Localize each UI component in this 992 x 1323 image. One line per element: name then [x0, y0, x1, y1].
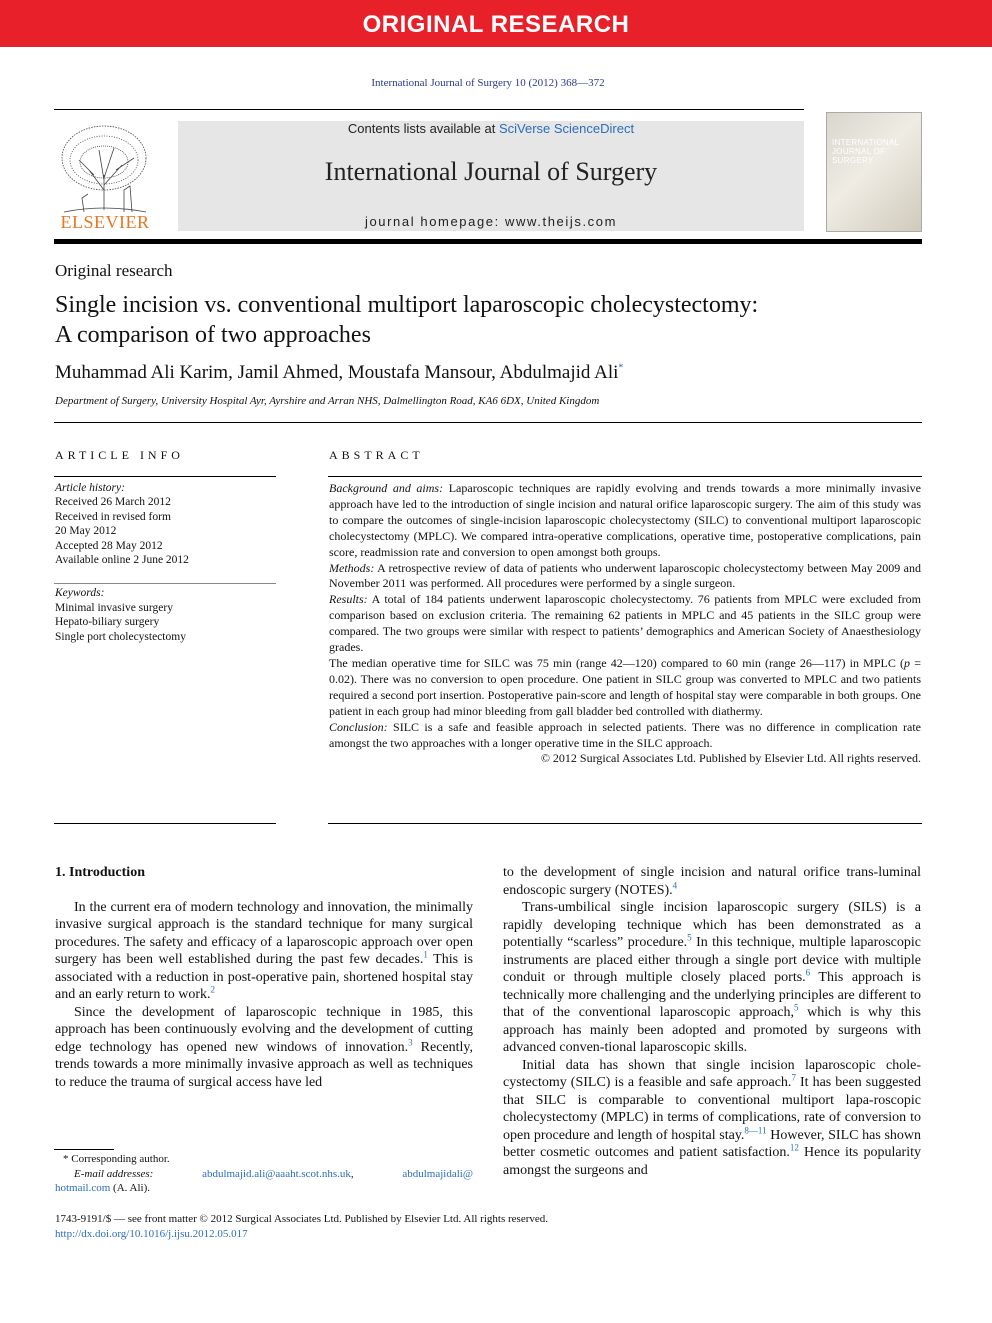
- front-matter-line: 1743-9191/$ — see front matter © 2012 Surgical Associates Ltd. Published by Elsevier Ltd. All rights reserved.: [55, 1213, 548, 1225]
- footnote-rule: [54, 1149, 114, 1150]
- history-item: 20 May 2012: [55, 525, 117, 538]
- abstract-heading: ABSTRACT: [329, 448, 424, 462]
- article-info: [55, 481, 277, 644]
- keyword: Hepato-biliary surgery: [55, 616, 160, 629]
- body-paragraph: Initial data has shown that single incision laparoscopic chole-cystectomy (SILC) is a feasible and safe approach.$^7$ It has been suggested that SILC is comparable to conventional multiport lapa-roscopic cholecystectomy (MPLC) in terms of complications, rate of conversion to open procedure and length of hospital stay.$^{8—11}$ However, SILC has shown better cosmetic outcomes and patient satisfaction.$^{12}$ Hence its popularity amongst the surgeons and: [503, 1057, 922, 1178]
- publisher-name: ELSEVIER: [60, 212, 150, 232]
- body-paragraph: to the development of single incision and natural orifice trans-luminal endoscopic surgery (NOTES).$^4$: [503, 865, 921, 898]
- author-list: [55, 362, 623, 384]
- contents-prefix: Contents lists available at: [347, 121, 499, 136]
- keyword: Minimal invasive surgery: [55, 601, 173, 614]
- journal-citation[interactable]: International Journal of Surgery 10 (2012) 368—372: [371, 77, 605, 89]
- page-footer: [55, 1212, 755, 1241]
- history-item: Received in revised form: [55, 510, 171, 523]
- email-link-1[interactable]: abdulmajid.ali@aaaht.scot.nhs.uk: [202, 1167, 351, 1180]
- reference-link[interactable]: 4: [672, 879, 678, 890]
- intro-heading: 1. Introduction: [55, 865, 145, 880]
- corresponding-author-mark[interactable]: *: [618, 362, 624, 374]
- journal-homepage[interactable]: journal homepage: www.theijs.com: [364, 214, 618, 229]
- body-column-right: [503, 864, 921, 1179]
- abstract-copyright: © 2012 Surgical Associates Ltd. Published by Elsevier Ltd. All rights reserved.: [540, 751, 921, 766]
- abstract-rule-bottom: [328, 823, 922, 824]
- title-line-1: Single incision vs. conventional multiport laparoscopic cholecystectomy:: [55, 292, 759, 318]
- doi-link[interactable]: http://dx.doi.org/10.1016/j.ijsu.2012.05.017: [55, 1227, 248, 1240]
- article-info-heading: ARTICLE INFO: [55, 448, 184, 462]
- body-column-left: [55, 864, 473, 1091]
- cover-title: INTERNATIONAL JOURNAL OF SURGERY: [832, 138, 900, 165]
- article-title: [55, 290, 925, 350]
- abstract-results: Results: A total of 184 patients underwent laparoscopic cholecystectomy. 76 patients from MPLC were excluded from comparison based on exclusion criteria. The remaining 62 patients in MPLC and 45 patients in the SILC group were compared. The two groups were similar with respect to patients’ demographics and American Society of Anaesthesiology grades.: [329, 592, 921, 655]
- info-rule-bottom: [54, 823, 276, 824]
- reference-link[interactable]: 5: [687, 932, 692, 943]
- contents-line: [178, 121, 804, 136]
- reference-link[interactable]: 8—11: [744, 1124, 767, 1135]
- sciencedirect-link[interactable]: SciVerse ScienceDirect: [498, 121, 635, 136]
- affiliation: Department of Surgery, University Hospital Ayr, Ayrshire and Arran NHS, Dalmellington Road, KA6 6DX, United Kingdom: [55, 395, 600, 407]
- authors: Muhammad Ali Karim, Jamil Ahmed, Moustafa Mansour, Abdulmajid Ali: [55, 362, 619, 383]
- header-rule-top: [54, 109, 804, 110]
- reference-link[interactable]: 1: [423, 949, 428, 960]
- footnote: [55, 1152, 473, 1196]
- body-paragraph: In the current era of modern technology and innovation, the minimally invasive surgical approach is the standard technique for many surgical procedures. The safety and efficacy of a laparoscopic approach over open surgery has been well established during the past few decades.$^1$ This is associated with a reduction in post-operative pain, shortened hospital stay and an early return to work.$^2$: [55, 899, 473, 1002]
- email-row-2: hotmail.com (A. Ali).: [55, 1182, 151, 1194]
- abstract-text: [329, 481, 921, 767]
- email-link-2-cont[interactable]: hotmail.com: [55, 1182, 111, 1194]
- abstract-methods: Methods: A retrospective review of data of patients who underwent laparoscopic cholecystectomy between May 2009 and November 2011 was performed. All procedures were performed by a single surgeon.: [329, 560, 921, 591]
- abstract-rule-top: [328, 476, 922, 477]
- journal-cover-image: [826, 112, 922, 232]
- journal-title: International Journal of Surgery: [324, 157, 658, 186]
- body-paragraph: Trans-umbilical single incision laparoscopic surgery (SILS) is a rapidly developing technique which has been demonstrated as a potentially “scarless” procedure.$^5$ In this technique, multiple laparoscopic instruments are placed either through a single port device with multiple conduit or through multiple closely placed ports.$^6$ This approach is technically more challenging and the underlying principles are different to that of the conventional laparoscopic approach,$^5$ which is why this approach has mainly been adopted and promoted by surgeons with advanced conven-tional laparoscopic skills.: [503, 900, 922, 1055]
- abstract-background: Background and aims: Laparoscopic techniques are rapidly evolving and trends towards a more minimally invasive approach have led to the introduction of single incision and natural orifice laparoscopic surgery. The aim of this study was to compare the outcomes of single-incision laparoscopic cholecystectomy (SILC) to conventional multiport laparoscopic cholecystectomy (MPLC). We compared intra-operative complications, operative time, postoperative complications, pain score, readmission rate and conversion to open amongst both groups.: [329, 481, 922, 559]
- reference-link[interactable]: 5: [793, 1002, 799, 1013]
- history-item: Accepted 28 May 2012: [55, 539, 163, 552]
- reference-link[interactable]: 3: [408, 1036, 413, 1047]
- reference-link[interactable]: 6: [805, 967, 811, 978]
- reference-link[interactable]: 2: [210, 984, 215, 995]
- email-row: E-mail addresses: abdulmajid.ali@aaaht.scot.nhs.uk, abdulmajidali@: [74, 1167, 473, 1180]
- abstract-results-2: The median operative time for SILC was 75 min (range 42—120) compared to 60 min (range 26—117) in MPLC (p = 0.02). There was no conversion to open procedure. One patient in SILC group was converted to MPLC and two patients required a second port insertion. Postoperative pain-score and length of hospital stay were comparable in both groups. One patient in each group had minor bleeding from gall bladder bed controlled with diathermy.: [329, 655, 921, 718]
- body-paragraph: Since the development of laparoscopic technique in 1985, this approach has been continuously evolving and the development of cutting edge technology has opened new windows of innovation.$^3$ Recently, trends towards a more minimally invasive approach as well as techniques to reduce the trauma of surgical access have led: [55, 1004, 473, 1090]
- section-banner: ORIGINAL RESEARCH: [0, 0, 992, 47]
- keywords-label: Keywords:: [55, 587, 105, 600]
- header-rule-bottom: [54, 239, 922, 244]
- history-item: Received 26 March 2012: [55, 496, 171, 509]
- reference-link[interactable]: 7: [791, 1072, 796, 1083]
- history-label: Article history:: [55, 482, 125, 494]
- info-rule-top: [54, 476, 276, 477]
- email-link-2[interactable]: abdulmajidali@: [402, 1167, 473, 1180]
- affiliation-rule: [54, 422, 922, 423]
- title-line-2: A comparison of two approaches: [55, 322, 371, 348]
- reference-link[interactable]: 12: [789, 1142, 799, 1153]
- abstract-conclusion: Conclusion: SILC is a safe and feasible approach in selected patients. There was no difference in complication rate amongst the two approaches with a longer operative time in the SILC approach.: [329, 719, 921, 750]
- section-type: Original research: [55, 261, 173, 280]
- keyword: Single port cholecystectomy: [55, 630, 186, 643]
- history-item: Available online 2 June 2012: [55, 554, 189, 567]
- corresponding-note: * Corresponding author.: [63, 1153, 170, 1165]
